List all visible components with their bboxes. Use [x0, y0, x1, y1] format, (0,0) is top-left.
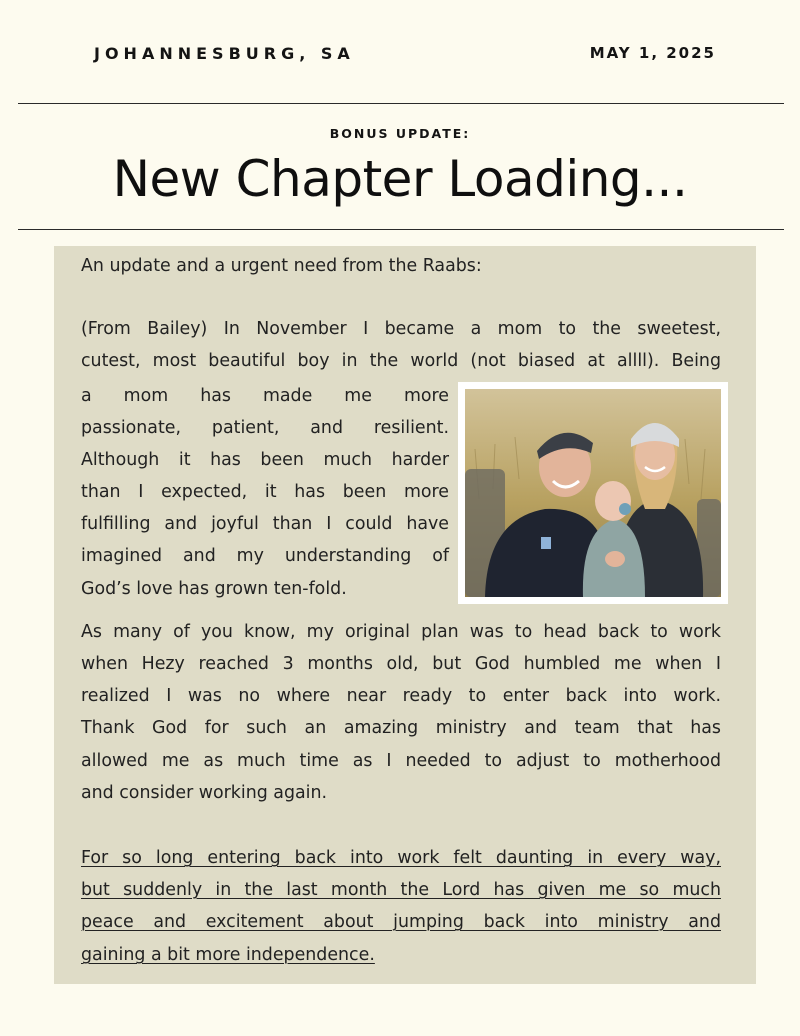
- date-label: MAY 1, 2025: [589, 44, 716, 62]
- headline: New Chapter Loading...: [112, 150, 688, 208]
- photo-frame: [458, 382, 728, 604]
- intro-line: An update and a urgent need from the Raabs:: [81, 256, 482, 276]
- headline-kicker: BONUS UPDATE:: [329, 126, 471, 141]
- paragraph-1-wrap-6: God’s love has grown ten-fold.: [81, 579, 347, 599]
- top-divider: [18, 103, 784, 104]
- paragraph-2-line-5: and consider working again.: [81, 783, 328, 803]
- paragraph-2-line-3: Thank God for such an amazing ministry and team that has: [81, 718, 721, 738]
- paragraph-2-line-2: realized I was no where near ready to enter back into work.: [81, 686, 721, 706]
- paragraph-1-wrap-3: than I expected, it has been more: [81, 482, 449, 502]
- paragraph-3-line-1: but suddenly in the last month the Lord has given me so much: [81, 880, 721, 900]
- paragraph-1-wrap-2: Although it has been much harder: [81, 450, 449, 470]
- paragraph-1-wrap-1: passionate, patient, and resilient.: [81, 418, 449, 438]
- paragraph-1-line-1: (From Bailey) In November I became a mom to the sweetest,: [81, 319, 721, 339]
- paragraph-3-line-0: For so long entering back into work felt daunting in every way,: [81, 848, 721, 868]
- paragraph-3-line-2: peace and excitement about jumping back into ministry and: [81, 912, 721, 932]
- paragraph-1-line-2: cutest, most beautiful boy in the world (not biased at allll). Being: [81, 351, 721, 371]
- paragraph-3-line-3: gaining a bit more independence.: [81, 945, 375, 965]
- location-label: JOHANNESBURG, SA: [94, 44, 355, 63]
- paragraph-1-wrap-0: a mom has made me more: [81, 386, 449, 406]
- paragraph-2-line-0: As many of you know, my original plan was to head back to work: [81, 622, 721, 642]
- paragraph-2-line-4: allowed me as much time as I needed to adjust to motherhood: [81, 751, 721, 771]
- paragraph-1-wrap-5: imagined and my understanding of: [81, 546, 449, 566]
- paragraph-1-wrap-4: fulfilling and joyful than I could have: [81, 514, 449, 534]
- paragraph-2-line-1: when Hezy reached 3 months old, but God humbled me when I: [81, 654, 721, 674]
- family-photo: [465, 389, 721, 597]
- bottom-divider: [18, 229, 784, 230]
